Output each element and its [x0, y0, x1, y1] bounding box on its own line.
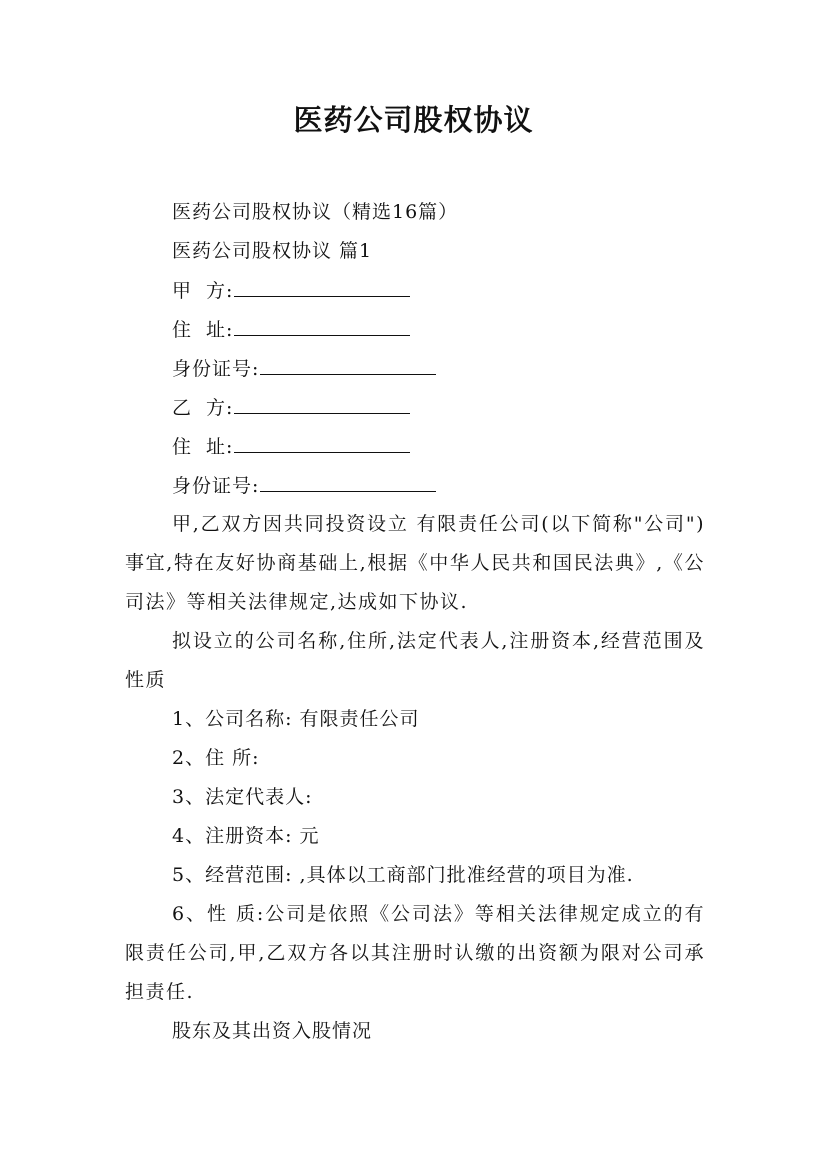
- address-a-blank-line: [234, 315, 410, 336]
- party-b-field: [172, 393, 410, 422]
- item-6-paragraph: 6、性 质:公司是依照《公司法》等相关法律规定成立的有限责任公司,甲,乙双方各以其注册时认缴的出资额为限对公司承担责任.: [125, 903, 705, 1003]
- id-b-label: 身份证号:: [172, 475, 260, 497]
- id-b-field: [172, 471, 436, 500]
- party-b-label-2: 方:: [206, 397, 234, 419]
- party-a-label-1: 甲: [172, 280, 193, 302]
- address-a-field: [172, 315, 410, 344]
- section-heading: 医药公司股权协议 篇1: [172, 240, 373, 262]
- list-item: 1、公司名称: 有限责任公司: [172, 708, 420, 730]
- document-subtitle: 医药公司股权协议（精选16篇）: [172, 201, 459, 223]
- section-1-heading: 拟设立的公司名称,住所,法定代表人,注册资本,经营范围及性质: [125, 630, 705, 691]
- address-b-field: [172, 432, 410, 461]
- list-item: 2、住 所:: [172, 747, 260, 769]
- section-2-heading: 股东及其出资入股情况: [172, 1020, 373, 1042]
- intro-paragraph: 甲,乙双方因共同投资设立 有限责任公司(以下简称"公司")事宜,特在友好协商基础上,根据《中华人民共和国民法典》,《公司法》等相关法律规定,达成如下协议.: [125, 513, 705, 613]
- party-b-blank-line: [234, 393, 410, 414]
- list-item: 5、经营范围: ,具体以工商部门批准经营的项目为准.: [172, 864, 634, 886]
- list-item: 3、法定代表人:: [172, 786, 313, 808]
- address-b-label-2: 址:: [206, 436, 234, 458]
- id-a-blank-line: [260, 354, 436, 375]
- address-a-label-2: 址:: [206, 319, 234, 341]
- party-a-blank-line: [234, 276, 410, 297]
- party-b-label-1: 乙: [172, 397, 193, 419]
- party-a-label-2: 方:: [206, 280, 234, 302]
- id-a-field: [172, 354, 436, 383]
- party-a-field: [172, 276, 410, 305]
- list-item: 4、注册资本: 元: [172, 825, 320, 847]
- address-b-blank-line: [234, 432, 410, 453]
- id-a-label: 身份证号:: [172, 358, 260, 380]
- document-title: 医药公司股权协议: [293, 103, 534, 137]
- address-a-label-1: 住: [172, 319, 193, 341]
- address-b-label-1: 住: [172, 436, 193, 458]
- id-b-blank-line: [260, 471, 436, 492]
